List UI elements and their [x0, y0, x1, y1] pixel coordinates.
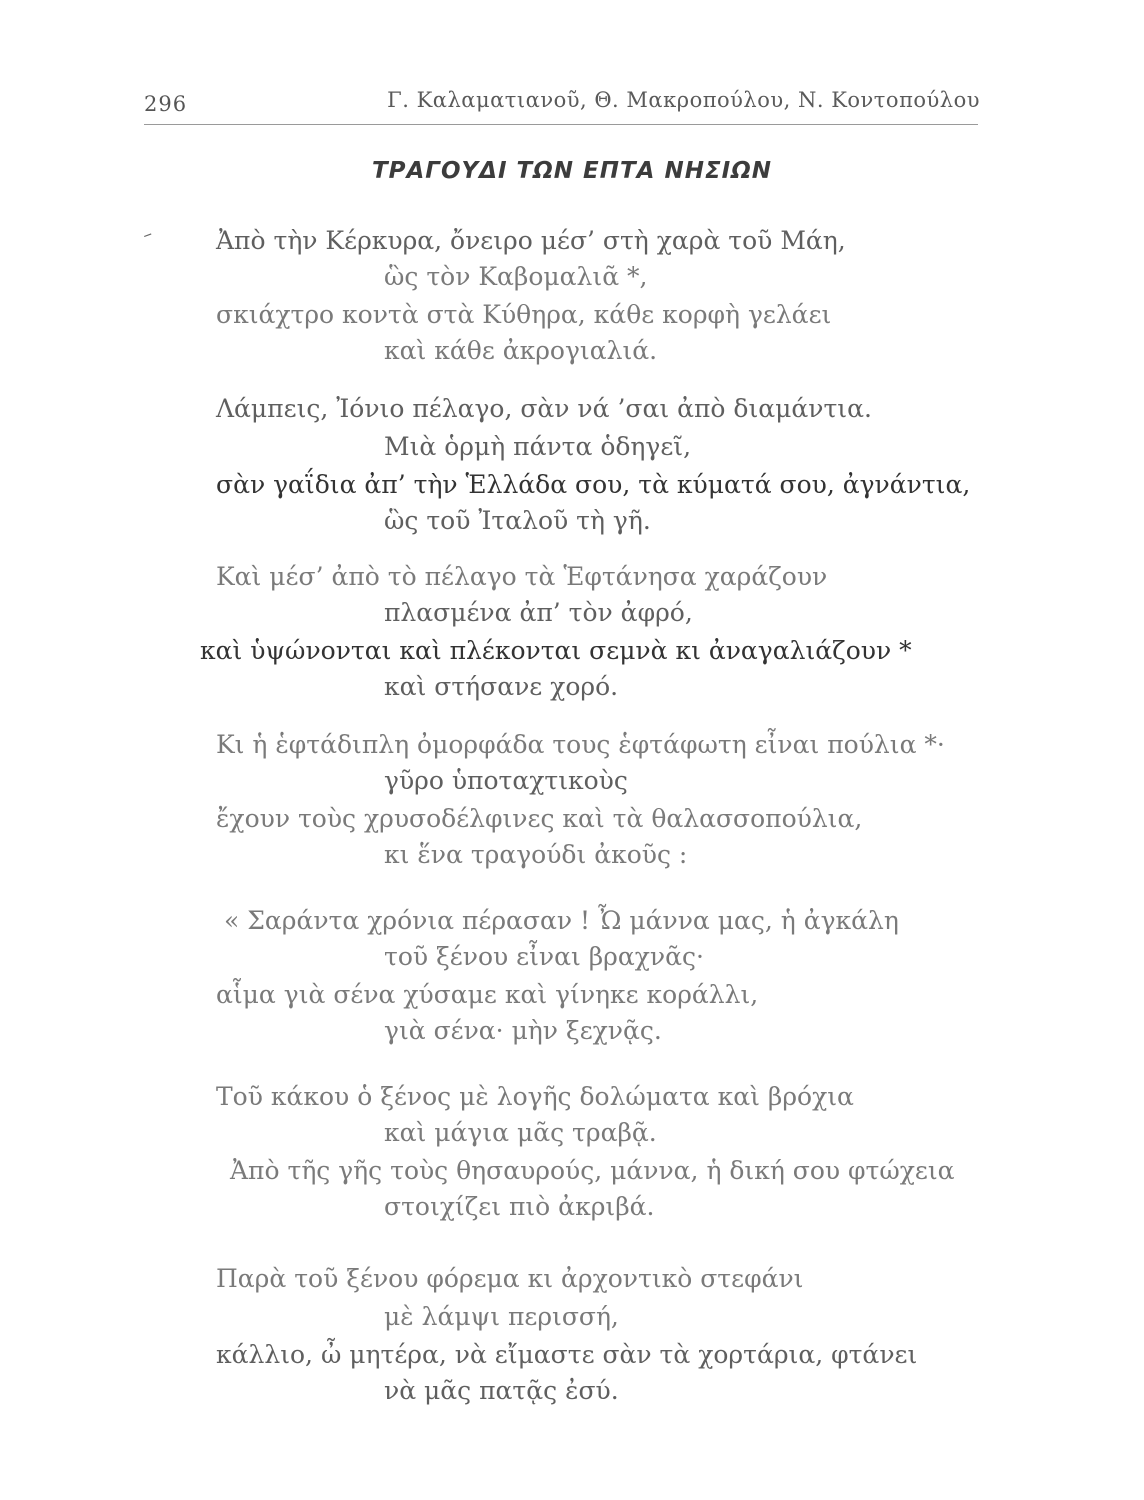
- verse-line: σὰν γαΐδια ἀπ’ τὴν Ἑλλάδα σου, τὰ κύματά σου, ἀγνάντια,: [216, 470, 971, 499]
- verse-line: νὰ μᾶς πατᾷς ἐσύ.: [384, 1376, 619, 1405]
- verse-line: ἔχουν τοὺς χρυσοδέλφινες καὶ τὰ θαλασσοπούλια,: [216, 804, 863, 833]
- verse-line: Παρὰ τοῦ ξένου φόρεμα κι ἀρχοντικὸ στεφάνι: [216, 1264, 804, 1293]
- running-header: Γ. Καλαματιανοῦ, Θ. Μακροπούλου, Ν. Κοντοπούλου: [387, 88, 980, 112]
- verse-line: στοιχίζει πιὸ ἀκριβά.: [384, 1192, 655, 1221]
- poem-title: ΤΡΑΓΟΥΔΙ ΤΩΝ ΕΠΤΑ ΝΗΣΙΩΝ: [371, 158, 773, 184]
- verse-line: κι ἕνα τραγούδι ἀκοῦς :: [384, 840, 688, 869]
- verse-line: σκιάχτρο κοντὰ στὰ Κύθηρα, κάθε κορφὴ γελάει: [216, 300, 832, 329]
- verse-line: Ἀπὸ τῆς γῆς τοὺς θησαυρούς, μάννα, ἡ δική σου φτώχεια: [230, 1156, 955, 1185]
- verse-line: καὶ στήσανε χορό.: [384, 672, 619, 701]
- verse-line: « Σαράντα χρόνια πέρασαν ! Ὦ μάννα μας, ἡ ἀγκάλη: [224, 906, 899, 935]
- verse-line: πλασμένα ἀπ’ τὸν ἀφρό,: [384, 598, 693, 627]
- verse-line: ὣς τὸν Καβομαλιᾶ *,: [384, 262, 648, 291]
- verse-line: Λάμπεις, Ἰόνιο πέλαγο, σὰν νά ’σαι ἀπὸ διαμάντια.: [216, 394, 872, 423]
- verse-line: καὶ κάθε ἀκρογιαλιά.: [384, 336, 658, 365]
- verse-line: Κι ἡ ἑφτάδιπλη ὀμορφάδα τους ἑφτάφωτη εἶναι πούλια *·: [216, 730, 945, 759]
- verse-line: Μιὰ ὁρμὴ πάντα ὁδηγεῖ,: [384, 432, 692, 461]
- verse-line: καὶ μάγια μᾶς τραβᾷ.: [384, 1118, 657, 1147]
- header-rule: [144, 124, 978, 125]
- verse-line: Καὶ μέσ’ ἀπὸ τὸ πέλαγο τὰ Ἑφτάνησα χαράζουν: [216, 562, 828, 591]
- verse-line: Ἀπὸ τὴν Κέρκυρα, ὄνειρο μέσ’ στὴ χαρὰ τοῦ Μάη,: [216, 226, 846, 255]
- verse-line: γιὰ σένα· μὴν ξεχνᾷς.: [384, 1016, 662, 1045]
- verse-line: τοῦ ξένου εἶναι βραχνᾶς·: [384, 942, 704, 971]
- verse-line: Τοῦ κάκου ὁ ξένος μὲ λογῆς δολώματα καὶ βρόχια: [216, 1082, 854, 1111]
- verse-line: κάλλιο, ὦ μητέρα, νὰ εἴμαστε σὰν τὰ χορτάρια, φτάνει: [216, 1340, 918, 1369]
- margin-mark: –: [139, 223, 156, 246]
- verse-line: γῦρο ὑποταχτικοὺς: [384, 766, 628, 795]
- verse-line: καὶ ὑψώνονται καὶ πλέκονται σεμνὰ κι ἀναγαλιάζουν *: [200, 636, 912, 665]
- verse-line: αἷμα γιὰ σένα χύσαμε καὶ γίνηκε κοράλλι,: [216, 980, 759, 1009]
- page-number: 296: [144, 92, 188, 116]
- verse-line: ὣς τοῦ Ἰταλοῦ τὴ γῆ.: [384, 506, 651, 535]
- verse-line: μὲ λάμψι περισσή,: [384, 1302, 619, 1331]
